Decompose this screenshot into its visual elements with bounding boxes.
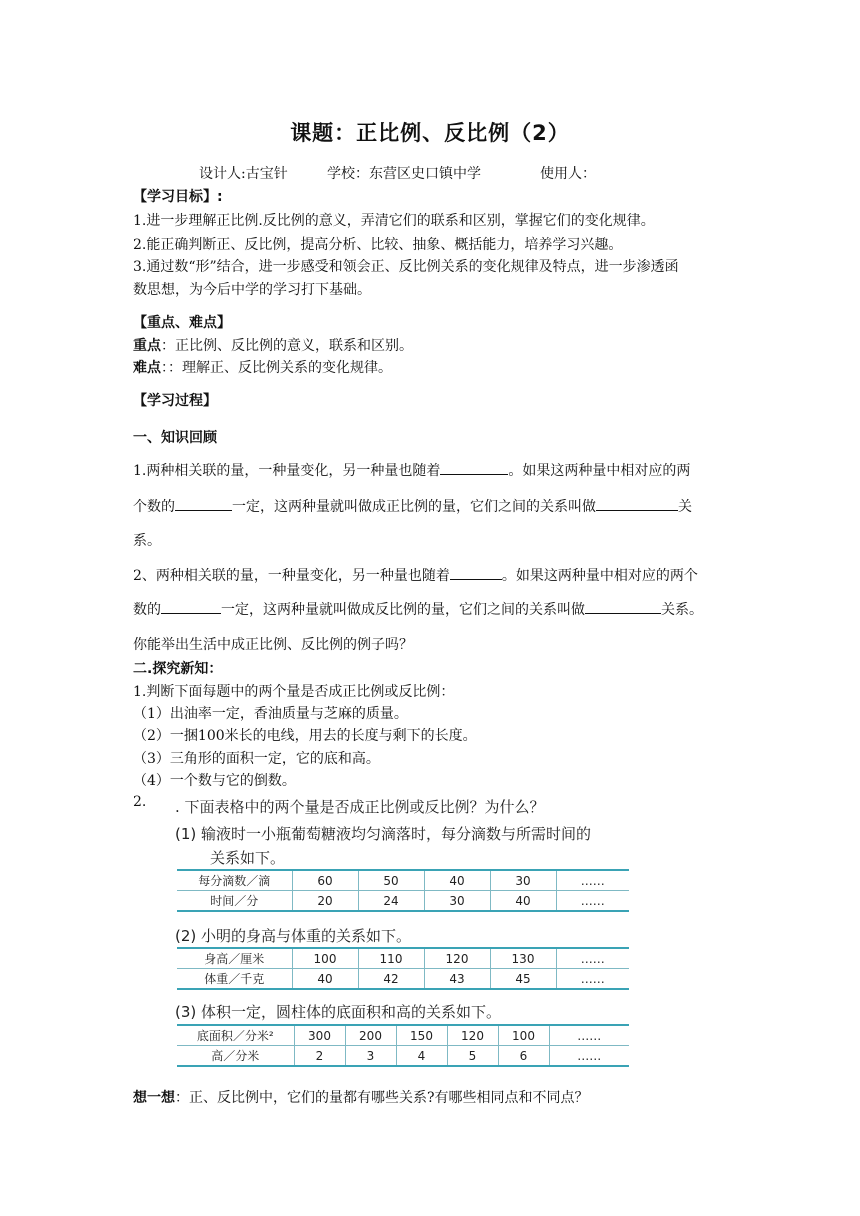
review-q1-text-e: 关 bbox=[678, 499, 692, 515]
table-cell: 5 bbox=[447, 1046, 498, 1067]
table-row bbox=[177, 1025, 629, 1046]
fill-blank[interactable] bbox=[585, 599, 661, 614]
table-cell: 30 bbox=[424, 891, 490, 912]
page-title: 课题：正比例、反比例（2） bbox=[290, 121, 570, 145]
explore-item-4: （4）一个数与它的倒数。 bbox=[133, 773, 296, 789]
table-cell: …… bbox=[556, 969, 629, 990]
explore-intro: 1.判断下面每题中的两个量是否成正比例或反比例： bbox=[133, 684, 455, 700]
review-q1-text-c: 个数的 bbox=[133, 499, 175, 515]
review-question: 你能举出生活中成正比例、反比例的例子吗？ bbox=[133, 637, 413, 653]
table-row bbox=[177, 1046, 629, 1067]
table-cell: 底面积／分米² bbox=[177, 1025, 294, 1046]
goal-2: 2.能正确判断正、反比例，提高分析、比较、抽象、概括能力，培养学习兴趣。 bbox=[133, 237, 623, 253]
designer: 设计人:古宝针 bbox=[199, 166, 288, 182]
user-label: 使用人： bbox=[540, 166, 596, 182]
goals-heading: 【学习目标】: bbox=[133, 189, 223, 205]
table-cell: 200 bbox=[345, 1025, 396, 1046]
table-cell: 110 bbox=[358, 948, 424, 969]
table-row bbox=[177, 969, 629, 990]
review-q2-text-b: 。如果这两种量中相对应的两个 bbox=[501, 568, 698, 584]
think-label: 想一想 bbox=[133, 1090, 175, 1106]
difficulty-line bbox=[133, 357, 392, 377]
review-q1-text-d: 一定，这两种量就叫做成正比例的量，它们之间的关系叫做 bbox=[232, 499, 596, 515]
fill-blank[interactable] bbox=[450, 565, 502, 580]
table-cell: 300 bbox=[294, 1025, 345, 1046]
part3-text: (3) 体积一定，圆柱体的底面积和高的关系如下。 bbox=[175, 1003, 502, 1021]
review-q1-line2 bbox=[133, 496, 692, 516]
table-cell: 120 bbox=[424, 948, 490, 969]
table-drops-time bbox=[177, 869, 629, 912]
table-area-height bbox=[177, 1024, 629, 1067]
review-q2-text-d: 一定，这两种量就叫做成反比例的量，它们之间的关系叫做 bbox=[221, 602, 585, 618]
explore-item-3: （3）三角形的面积一定，它的底和高。 bbox=[133, 751, 380, 767]
table-height-weight bbox=[177, 947, 629, 990]
table-row bbox=[177, 948, 629, 969]
review-q1-line3: 系。 bbox=[133, 533, 161, 549]
review-q2-line1 bbox=[133, 565, 698, 585]
table-cell: 时间／分 bbox=[210, 894, 259, 908]
table-cell: 120 bbox=[447, 1025, 498, 1046]
fill-blank[interactable] bbox=[175, 496, 232, 511]
review-q2-text-c: 数的 bbox=[133, 602, 161, 618]
table-row bbox=[177, 891, 629, 912]
focus-line bbox=[133, 335, 413, 355]
difficulty-text: ：：理解正、反比例关系的变化规律。 bbox=[161, 360, 392, 376]
table-cell: 每分滴数／滴 bbox=[177, 870, 292, 891]
fill-blank[interactable] bbox=[440, 460, 508, 475]
table-cell: 30 bbox=[490, 870, 556, 891]
part1-text-a: (1) 输液时一小瓶葡萄糖液均匀滴落时，每分滴数与所需时间的 bbox=[175, 825, 592, 843]
table-cell: 50 bbox=[358, 870, 424, 891]
table-cell: 24 bbox=[358, 891, 424, 912]
goal-3: 3.通过数“形”结合，进一步感受和领会正、反比例关系的变化规律及特点，进一步渗透函 bbox=[133, 259, 679, 275]
table-cell: 4 bbox=[396, 1046, 447, 1067]
table-cell: …… bbox=[556, 870, 629, 891]
table-cell: 100 bbox=[498, 1025, 549, 1046]
table-cell: …… bbox=[556, 948, 629, 969]
review-q1-text-b: 。如果这两种量中相对应的两 bbox=[508, 463, 691, 479]
review-q2-text-e: 关系。 bbox=[661, 602, 703, 618]
table-cell: …… bbox=[549, 1046, 629, 1067]
table-cell: 42 bbox=[358, 969, 424, 990]
process-heading: 【学习过程】 bbox=[133, 393, 217, 409]
explore-num-2: 2. bbox=[133, 794, 147, 810]
table-cell: 150 bbox=[396, 1025, 447, 1046]
table-cell: 40 bbox=[490, 891, 556, 912]
table-cell: …… bbox=[556, 891, 629, 912]
part2-text: (2) 小明的身高与体重的关系如下。 bbox=[175, 927, 412, 945]
table-cell: 6 bbox=[498, 1046, 549, 1067]
part1-text-b: 关系如下。 bbox=[210, 849, 286, 867]
think-text: ：正、反比例中，它们的量都有哪些关系?有哪些相同点和不同点？ bbox=[175, 1090, 589, 1106]
focus-label: 重点 bbox=[133, 338, 161, 354]
table-cell: 20 bbox=[292, 891, 358, 912]
table-cell: 43 bbox=[424, 969, 490, 990]
table-cell: 60 bbox=[292, 870, 358, 891]
review-q1-line1 bbox=[133, 460, 690, 480]
table-cell: 40 bbox=[292, 969, 358, 990]
table-cell: 130 bbox=[490, 948, 556, 969]
review-q1-text-a: 1.两种相关联的量，一种量变化，另一种量也随着 bbox=[133, 463, 441, 479]
table-cell: 体重／千克 bbox=[204, 972, 265, 986]
think-line bbox=[133, 1087, 589, 1107]
review-heading: 一、知识回顾 bbox=[133, 430, 217, 446]
table-row bbox=[177, 870, 629, 891]
table-cell: 100 bbox=[292, 948, 358, 969]
goal-3-cont: 数思想，为今后中学的学习打下基础。 bbox=[133, 282, 371, 298]
explore-item-2: （2）一捆100米长的电线，用去的长度与剩下的长度。 bbox=[133, 728, 477, 744]
review-q2-text-a: 2、两种相关联的量，一种量变化，另一种量也随着 bbox=[133, 568, 450, 584]
table-cell: 高／分米 bbox=[211, 1049, 260, 1063]
key-heading: 【重点、难点】 bbox=[133, 315, 231, 331]
difficulty-label: 难点 bbox=[133, 360, 161, 376]
explore-heading: 二.探究新知： bbox=[133, 661, 223, 677]
table-cell: 身高／厘米 bbox=[177, 948, 292, 969]
focus-text: ：正比例、反比例的意义，联系和区别。 bbox=[161, 338, 413, 354]
goal-1: 1.进一步理解正比例.反比例的意义，弄清它们的联系和区别，掌握它们的变化规律。 bbox=[133, 213, 655, 229]
review-q2-line2 bbox=[133, 599, 703, 619]
table-cell: …… bbox=[549, 1025, 629, 1046]
q2-question: . 下面表格中的两个量是否成正比例或反比例？为什么？ bbox=[175, 798, 545, 816]
table-cell: 3 bbox=[345, 1046, 396, 1067]
fill-blank[interactable] bbox=[596, 496, 678, 511]
table-cell: 2 bbox=[294, 1046, 345, 1067]
school: 学校：东营区史口镇中学 bbox=[327, 166, 481, 182]
explore-item-1: （1）出油率一定，香油质量与芝麻的质量。 bbox=[133, 706, 408, 722]
fill-blank[interactable] bbox=[161, 599, 221, 614]
table-cell: 45 bbox=[490, 969, 556, 990]
table-cell: 40 bbox=[424, 870, 490, 891]
